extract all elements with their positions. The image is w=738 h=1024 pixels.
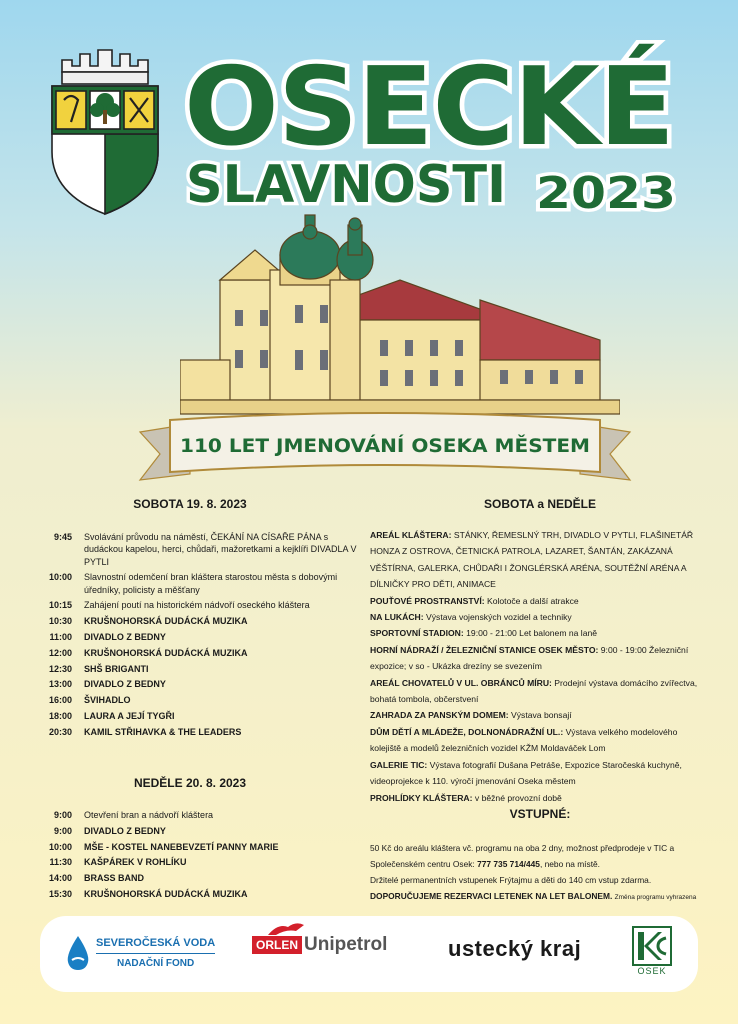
phone-number: 777 735 714/445: [477, 859, 540, 869]
schedule-event: SHŠ BRIGANTI: [84, 663, 149, 674]
schedule-time: 11:30: [49, 857, 72, 868]
venue-label: NA LUKÁCH:: [370, 612, 424, 623]
sponsor-bar: [40, 916, 698, 992]
schedule-event: DIVADLO Z BEDNY: [84, 825, 166, 836]
sunday-heading: NEDĚLE 20. 8. 2023: [133, 776, 247, 790]
schedule-row: [28, 631, 358, 643]
eagle-icon: [266, 921, 306, 937]
schedule-row: [28, 615, 358, 627]
schedule-time: 10:00: [48, 572, 72, 583]
saturday-schedule: [28, 531, 358, 742]
venue-label: POUŤOVÉ PROSTRANSTVÍ:: [370, 595, 485, 606]
admission-line1: 50 Kč do areálu kláštera vč. programu na oba 2 dny, možnost předprodeje v TIC a Společenském centru Osek:: [370, 843, 675, 869]
ustecky-kraj-label: ustecký kraj: [448, 936, 582, 961]
weekend-item: [370, 707, 700, 723]
venue-label: GALERIE TIC:: [370, 759, 428, 770]
venue-label: AREÁL CHOVATELŮ V UL. OBRÁNCŮ MÍRU:: [370, 677, 552, 688]
schedule-time: 9:45: [53, 532, 72, 542]
venue-description: Kolotoče a další atrakce: [484, 595, 579, 606]
schedule-time: 14:00: [48, 873, 72, 884]
schedule-time: 10:00: [48, 841, 72, 852]
schedule-row: [28, 710, 358, 722]
weekend-program: [370, 527, 700, 806]
weekend-item: [370, 593, 700, 609]
venue-label: DŮM DĚTÍ A MLÁDEŽE, DOLNONÁDRAŽNÍ UL.:: [370, 726, 564, 737]
osek-label: OSEK: [637, 966, 667, 976]
schedule-time: 9:00: [53, 810, 72, 820]
schedule-row: [28, 726, 358, 738]
schedule-event: KRUŠNOHORSKÁ DUDÁCKÁ MUZIKA: [84, 888, 248, 899]
schedule-row: [28, 531, 358, 568]
schedule-row: [28, 825, 358, 837]
venue-label: ZAHRADA ZA PANSKÝM DOMEM:: [370, 710, 509, 721]
schedule-time: 9:00: [53, 825, 72, 836]
venue-description: Prodejní výstava domácího zvířectva, bohatá tombola, občerstvení: [370, 677, 698, 705]
schedule-row: [28, 678, 358, 690]
schedule-time: 20:30: [48, 726, 72, 737]
schedule-event: LAURA A JEJÍ TYGŘI: [84, 711, 175, 722]
venue-label: SPORTOVNÍ STADION:: [370, 628, 464, 639]
title-text: OSECKÉ: [184, 45, 659, 160]
schedule-event: KRUŠNOHORSKÁ DUDÁCKÁ MUZIKA: [84, 647, 248, 658]
venue-description: Výstava velkého modelového kolejiště a modelů železničních vozidel KŽM Moldaváček Lom: [370, 726, 678, 754]
schedule-row: [28, 663, 358, 675]
weekend-item: [370, 790, 700, 806]
banner-text: 110 LET JMENOVÁNÍ OSEKA MĚSTEM: [180, 435, 569, 457]
venue-label: HORNÍ NÁDRAŽÍ / ŽELEZNIČNÍ STANICE OSEK MĚSTO:: [370, 644, 599, 655]
sponsor-ustecky-kraj: [448, 936, 581, 962]
title-osecke: [176, 40, 696, 160]
schedule-row: [28, 856, 358, 868]
schedule-time: 18:00: [48, 711, 72, 722]
schedule-event: DIVADLO Z BEDNY: [84, 679, 166, 690]
venue-description: STÁNKY, ŘEMESLNÝ TRH, DIVADLO V PYTLI, FLAŠINETÁŘ HONZA Z OSTROVA, ČETNICKÁ PATROLA, LAZARET, ŠANTÁN, ZAKÁZANÁ VĚŠTÍRNA, GALERKA, CHŮDAŘI I ŽONGLÉRSKÁ ARÉNA, SOUTĚŽNÍ ARÉNA A DÍLNIČKY PRO DĚTI, ANIMACE: [370, 530, 694, 590]
admission-heading: VSTUPNÉ:: [509, 807, 571, 821]
weekend-item: [370, 642, 700, 675]
monastery-illustration: [180, 210, 620, 420]
schedule-event: MŠE - KOSTEL NANEBEVZETÍ PANNY MARIE: [84, 841, 279, 852]
schedule-event: KRUŠNOHORSKÁ DUDÁCKÁ MUZIKA: [84, 616, 248, 627]
sponsor-severoceska-voda: [64, 934, 215, 972]
subtitle-text: SLAVNOSTI: [186, 155, 506, 215]
venue-description: Výstava vojenských vozidel a techniky: [423, 612, 572, 623]
ribbon-banner: [130, 402, 640, 492]
venue-label: PROHLÍDKY KLÁŠTERA:: [370, 792, 473, 803]
weekend-item: [370, 757, 700, 790]
schedule-time: 12:00: [48, 647, 72, 658]
schedule-row: [28, 809, 358, 821]
venue-description: 19:00 - 21:00 Let balonem na laně: [463, 628, 598, 639]
schedule-row: [28, 694, 358, 706]
schedule-event: Zahájení poutí na historickém nádvoří oseckého kláštera: [84, 600, 310, 611]
schedule-event: ŠVIHADLO: [84, 695, 131, 706]
balloon-reservation: DOPORUČUJEME REZERVACI LETENEK NA LET BALONEM.: [370, 891, 613, 901]
weekend-item: [370, 675, 700, 708]
schedule-row: [28, 647, 358, 659]
venue-description: 9:00 - 19:00 Železniční expozice; v so - Ukázka drezíny se svezením: [370, 644, 689, 672]
orlen-label: ORLEN: [252, 936, 302, 954]
schedule-event: Svolávání průvodu na náměstí, ČEKÁNÍ NA CÍSAŘE PÁNA s dudáckou kapelou, herci, chůdaři, mažoretkami a kejklíři DIVADLA V PYTLI: [84, 532, 357, 567]
weekend-item: [370, 724, 700, 757]
schedule-row: [28, 872, 358, 884]
schedule-time: 11:00: [49, 632, 72, 643]
schedule-event: Otevření bran a nádvoří kláštera: [84, 810, 214, 820]
venue-description: v běžné provozní době: [472, 792, 562, 803]
admission-info: [370, 840, 700, 906]
venue-label: AREÁL KLÁŠTERA:: [370, 530, 452, 540]
schedule-row: [28, 888, 358, 900]
schedule-time: 16:00: [48, 695, 72, 706]
schedule-time: 15:30: [48, 888, 72, 899]
schedule-event: KAŠPÁREK V ROHLÍKU: [84, 857, 187, 868]
schedule-event: BRASS BAND: [84, 873, 145, 884]
unipetrol-label: Unipetrol: [304, 934, 388, 955]
schedule-time: 10:15: [48, 600, 72, 611]
sponsor1-subname: NADAČNÍ FOND: [116, 957, 195, 969]
schedule-time: 10:30: [48, 616, 72, 627]
town-crest: [44, 44, 166, 220]
water-drop-icon: [64, 934, 92, 972]
schedule-row: [28, 841, 358, 853]
weekend-item: [370, 527, 700, 593]
sponsor-osek: [632, 926, 672, 976]
program-change-note: Změna programu vyhrazena: [614, 894, 697, 901]
admission-line1-end: , nebo na místě.: [539, 859, 601, 869]
year-text: 2023: [536, 168, 676, 219]
schedule-event: KAMIL STŘIHAVKA & THE LEADERS: [84, 726, 242, 737]
venue-description: Výstava bonsají: [508, 710, 572, 721]
admission-line2: Držitelé permanentních vstupenek Frýtajmu a děti do 140 cm vstup zdarma.: [370, 875, 652, 885]
venue-description: Výstava fotografií Dušana Petráše, Expozice Staročeská kuchyně, videoprojekce k 110. výročí jmenování Oseka městem: [370, 759, 682, 787]
sponsor1-name: SEVEROČESKÁ VODA: [96, 936, 215, 954]
weekend-heading: SOBOTA a NEDĚLE: [483, 497, 596, 511]
schedule-time: 12:30: [48, 663, 72, 674]
sponsor-orlen-unipetrol: [252, 934, 387, 956]
schedule-row: [28, 599, 358, 611]
schedule-row: [28, 571, 358, 596]
saturday-heading: SOBOTA 19. 8. 2023: [133, 497, 247, 511]
weekend-item: [370, 625, 700, 641]
sunday-schedule: [28, 809, 358, 904]
osek-logo-icon: [632, 926, 672, 966]
schedule-event: DIVADLO Z BEDNY: [84, 632, 166, 643]
schedule-time: 13:00: [48, 679, 72, 690]
weekend-item: [370, 609, 700, 625]
schedule-event: Slavnostní odemčení bran kláštera starostou města s dobovými úředníky, policisty a měšťany: [84, 572, 338, 595]
